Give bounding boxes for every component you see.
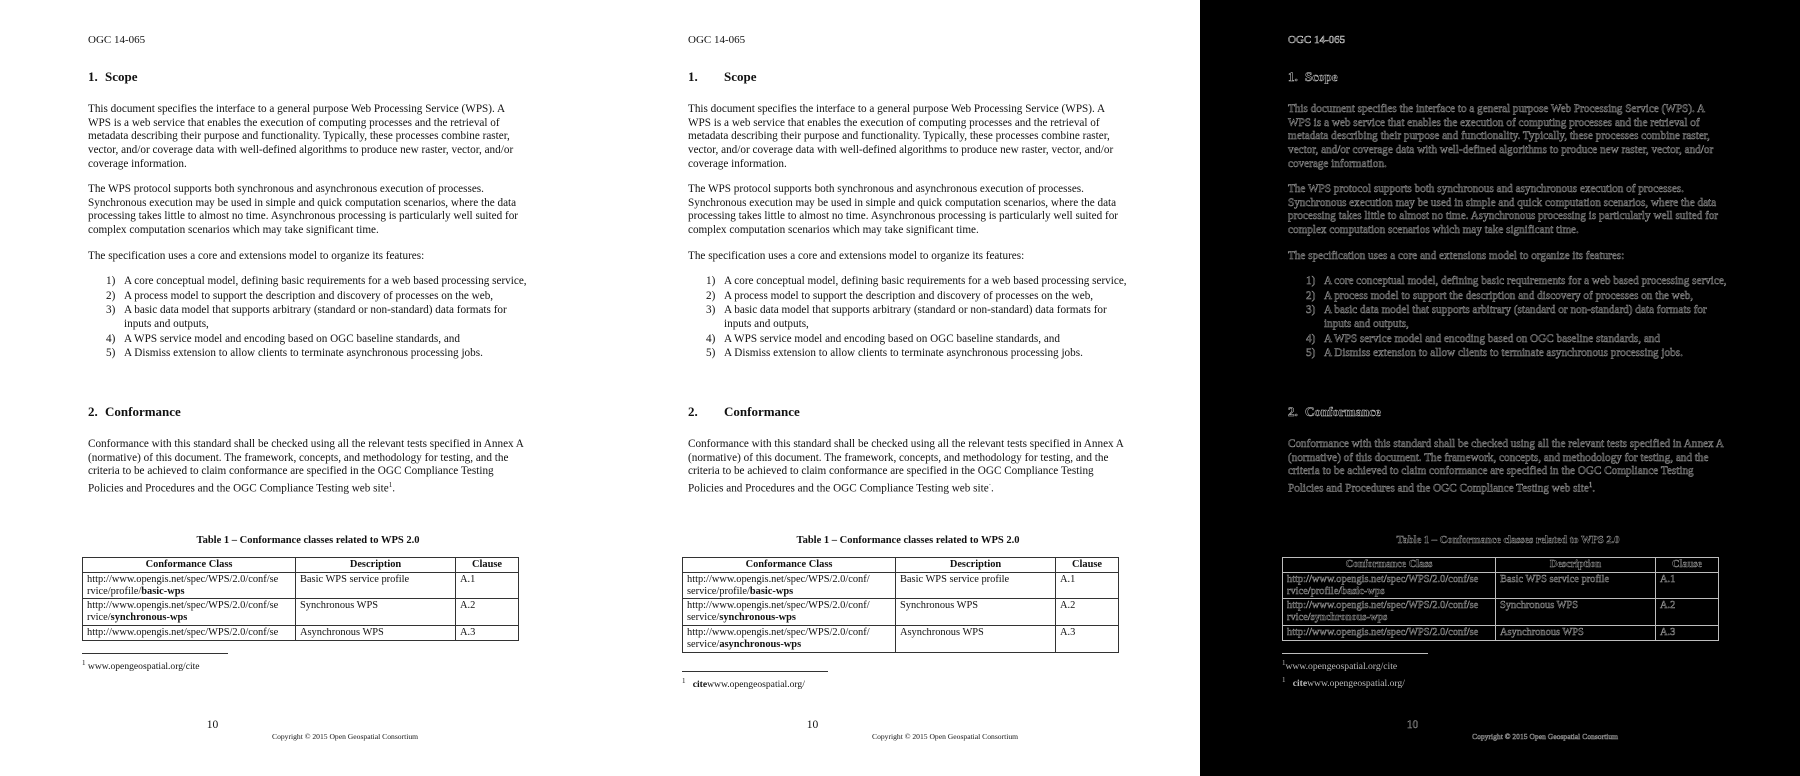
- copyright: Copyright © 2015 Open Geospatial Consortium: [872, 732, 1019, 741]
- column-header: Conformance Class: [1283, 557, 1496, 572]
- table-row: http://www.opengis.net/spec/WPS/2.0/conf/se rvice/profile/basic-wps Basic WPS service profile A.1: [1283, 572, 1719, 599]
- section-heading-conformance: 2. Conformance: [688, 403, 800, 419]
- feature-list: [1306, 275, 1728, 361]
- page-number: 10: [1406, 719, 1419, 731]
- document-page: [1282, 34, 1728, 690]
- column-header: Clause: [456, 557, 519, 572]
- column-header: Clause: [1056, 557, 1119, 572]
- paragraph: The specification uses a core and extensions model to organize its features:: [1288, 249, 1625, 262]
- page-number: 10: [806, 719, 819, 731]
- column-header: Description: [1496, 557, 1656, 572]
- page-number: 10: [206, 719, 219, 731]
- document-page: [82, 34, 528, 674]
- list-item: 3) A basic data model that supports arbitrary (standard or non-standard) data formats for inputs and outputs,: [106, 304, 507, 330]
- list-item: 4) A WPS service model and encoding based on OGC baseline standards, and: [106, 332, 460, 345]
- conformance-table: [1282, 557, 1719, 641]
- list-item: 5) A Dismiss extension to allow clients to terminate asynchronous processing jobs.: [1306, 347, 1683, 360]
- paragraph: This document specifies the interface to a general purpose Web Processing Service (WPS). A WPS is a web service that enables the execution of computing processes and the retrieval of metadata describing their purpose and functionality. Typically, these processes combine raster, vector, and/or coverage data with well-defined algorithms to produce new raster, vector, and/or coverage information.: [688, 103, 1114, 170]
- list-item: 2) A process model to support the description and discovery of processes on the web,: [1306, 289, 1694, 302]
- list-item: 2) A process model to support the description and discovery of processes on the web,: [106, 289, 494, 302]
- list-item: 3) A basic data model that supports arbitrary (standard or non-standard) data formats for inputs and outputs,: [706, 304, 1107, 330]
- list-item: 4) A WPS service model and encoding based on OGC baseline standards, and: [1306, 332, 1660, 345]
- column-header: Description: [296, 557, 456, 572]
- paragraph: Conformance with this standard shall be checked using all the relevant tests specified in Annex A (normative) of this document. The framework, concepts, and methodology for testing, and the criteria to be achieved to claim conformance are specified in the OGC Compliance Testing Policies and Procedures and the OGC Compliance Testing web site·.: [688, 438, 1124, 495]
- column-header: Description: [896, 557, 1056, 572]
- page-panel-left: [0, 0, 600, 776]
- table-row: http://www.opengis.net/spec/WPS/2.0/conf/se rvice/synchronous-wps Synchronous WPS A.2: [83, 599, 519, 626]
- section-heading-conformance: 2. Conformance: [88, 403, 181, 419]
- column-header: Clause: [1656, 557, 1719, 572]
- paragraph: Conformance with this standard shall be checked using all the relevant tests specified in Annex A (normative) of this document. The framework, concepts, and methodology for testing, and the criteria to be achieved to claim conformance are specified in the OGC Compliance Testing Policies and Procedures and the OGC Compliance Testing web site$^1$.: [1288, 438, 1724, 495]
- table-row: http://www.opengis.net/spec/WPS/2.0/conf/se Asynchronous WPS A.3: [1283, 625, 1719, 640]
- conformance-table: [82, 557, 519, 641]
- paragraph: This document specifies the interface to a general purpose Web Processing Service (WPS). A WPS is a web service that enables the execution of computing processes and the retrieval of metadata describing their purpose and functionality. Typically, these processes combine raster, vector, and/or coverage data with well-defined algorithms to produce new raster, vector, and/or coverage information.: [88, 103, 514, 170]
- footnote: $^1$ www.opengeospatial.org/cite: [82, 658, 200, 672]
- feature-list: [706, 275, 1128, 361]
- section-heading-conformance: 2. Conformance: [1288, 403, 1381, 419]
- table-title: Table 1 – Conformance classes related to WPS 2.0: [196, 535, 420, 547]
- footnote: $^1$www.opengeospatial.org/cite: [1282, 658, 1398, 672]
- column-header: Conformance Class: [83, 557, 296, 572]
- list-item: 5) A Dismiss extension to allow clients to terminate asynchronous processing jobs.: [706, 347, 1083, 360]
- list-item: 1) A core conceptual model, defining basic requirements for a web based processing service,: [706, 275, 1127, 288]
- paragraph: The specification uses a core and extensions model to organize its features:: [688, 249, 1025, 262]
- list-item: 2) A process model to support the description and discovery of processes on the web,: [706, 289, 1094, 302]
- list-item: 1) A core conceptual model, defining basic requirements for a web based processing service,: [106, 275, 527, 288]
- paragraph: The specification uses a core and extensions model to organize its features:: [88, 249, 425, 262]
- section-heading-scope: 1. Scope: [1288, 68, 1338, 84]
- column-header: Conformance Class: [683, 557, 896, 572]
- section-heading-scope: 1. Scope: [88, 68, 138, 84]
- section-heading-scope: 1. Scope: [688, 68, 757, 84]
- paragraph: The WPS protocol supports both synchronous and asynchronous execution of processes. Synchronous execution may be used in simple and quick computation scenarios, where the data processing takes little to almost no time. Asynchronous processing is particularly well suited for complex computation scenarios which may take significant time.: [688, 183, 1119, 236]
- copyright: Copyright © 2015 Open Geospatial Consortium: [272, 732, 419, 741]
- paragraph: The WPS protocol supports both synchronous and asynchronous execution of processes. Synchronous execution may be used in simple and quick computation scenarios, where the data processing takes little to almost no time. Asynchronous processing is particularly well suited for complex computation scenarios which may take significant time.: [1288, 183, 1719, 236]
- paragraph: This document specifies the interface to a general purpose Web Processing Service (WPS). A WPS is a web service that enables the execution of computing processes and the retrieval of metadata describing their purpose and functionality. Typically, these processes combine raster, vector, and/or coverage data with well-defined algorithms to produce new raster, vector, and/or coverage information.: [1288, 103, 1714, 170]
- table-title: Table 1 – Conformance classes related to WPS 2.0: [796, 535, 1020, 547]
- table-row: http://www.opengis.net/spec/WPS/2.0/conf/ service/synchronous-wps Synchronous WPS A.2: [683, 599, 1119, 626]
- footnote-rule: [682, 671, 828, 672]
- footnote-rule: [82, 653, 228, 654]
- paragraph: Conformance with this standard shall be checked using all the relevant tests specified in Annex A (normative) of this document. The framework, concepts, and methodology for testing, and the criteria to be achieved to claim conformance are specified in the OGC Compliance Testing Policies and Procedures and the OGC Compliance Testing web site$^1$.: [88, 438, 524, 495]
- table-row: http://www.opengis.net/spec/WPS/2.0/conf/se rvice/profile/basic-wps Basic WPS service profile A.1: [83, 572, 519, 599]
- table-row: http://www.opengis.net/spec/WPS/2.0/conf/ service/profile/basic-wps Basic WPS service profile A.1: [683, 572, 1119, 599]
- copyright: Copyright © 2015 Open Geospatial Consortium: [1472, 732, 1619, 741]
- list-item: 5) A Dismiss extension to allow clients to terminate asynchronous processing jobs.: [106, 347, 483, 360]
- table-row: http://www.opengis.net/spec/WPS/2.0/conf/ service/asynchronous-wps Asynchronous WPS A.3: [683, 625, 1119, 652]
- list-item: 3) A basic data model that supports arbitrary (standard or non-standard) data formats for inputs and outputs,: [1306, 304, 1707, 330]
- doc-header: OGC 14-065: [1288, 34, 1346, 46]
- table-row: http://www.opengis.net/spec/WPS/2.0/conf/se rvice/synchronous-wps Synchronous WPS A.2: [1283, 599, 1719, 626]
- list-item: 1) A core conceptual model, defining basic requirements for a web based processing service,: [1306, 275, 1727, 288]
- footnote: $^1$ citewww.opengeospatial.org/: [682, 676, 805, 690]
- doc-header: OGC 14-065: [688, 34, 746, 46]
- doc-header: OGC 14-065: [88, 34, 146, 46]
- paragraph: The WPS protocol supports both synchronous and asynchronous execution of processes. Synchronous execution may be used in simple and quick computation scenarios, where the data processing takes little to almost no time. Asynchronous processing is particularly well suited for complex computation scenarios which may take significant time.: [88, 183, 519, 236]
- document-page: [682, 34, 1128, 691]
- table-title: Table 1 – Conformance classes related to WPS 2.0: [1396, 535, 1620, 547]
- footnote-rule: [1282, 653, 1428, 654]
- footnote: $^1$ citewww.opengeospatial.org/: [1282, 675, 1405, 689]
- feature-list: [106, 275, 528, 361]
- list-item: 4) A WPS service model and encoding based on OGC baseline standards, and: [706, 332, 1060, 345]
- page-panel-diff: [1200, 0, 1800, 776]
- table-row: http://www.opengis.net/spec/WPS/2.0/conf/se Asynchronous WPS A.3: [83, 625, 519, 640]
- page-panel-middle: [600, 0, 1200, 776]
- conformance-table: [682, 557, 1119, 653]
